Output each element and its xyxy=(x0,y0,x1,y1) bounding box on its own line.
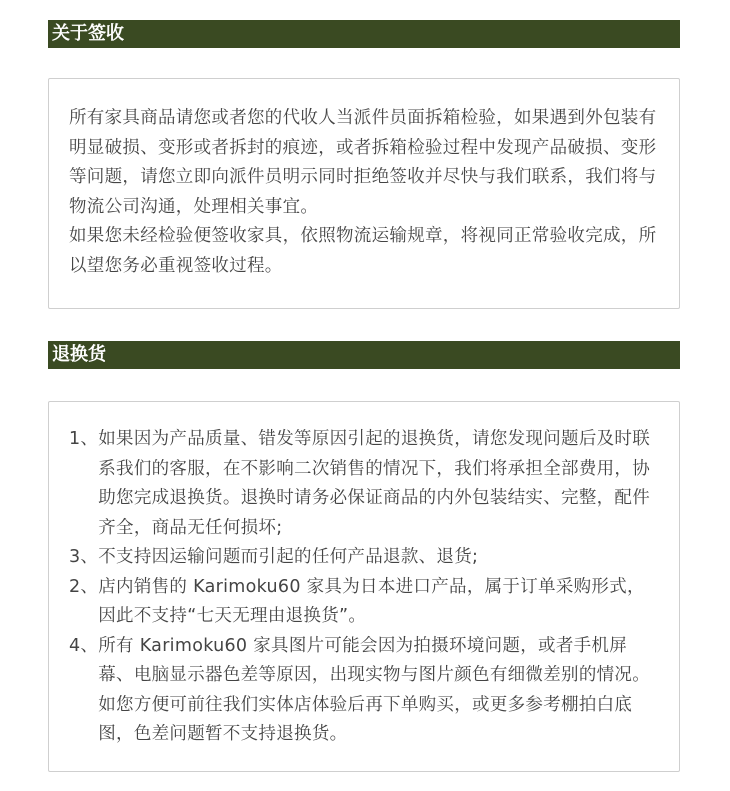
item-number: 1、 xyxy=(69,429,99,449)
item-number: 3、 xyxy=(69,547,99,567)
sign-section-box xyxy=(48,78,680,309)
item-text: 不支持因运输问题而引起的任何产品退款、退货; xyxy=(98,547,479,567)
return-policy-list xyxy=(69,425,659,750)
return-policy-item xyxy=(69,543,659,573)
return-policy-item xyxy=(69,425,659,543)
return-policy-item xyxy=(69,573,659,632)
sign-paragraph-2: 如果您未经检验便签收家具，依照物流运输规章，将视同正常验收完成，所以望您务必重视签收过程。 xyxy=(69,226,657,276)
return-section-box xyxy=(48,401,680,772)
item-text: 所有 Karimoku60 家具图片可能会因为拍摄环境问题，或者手机屏幕、电脑显示器色差等原因，出现实物与图片颜色有细微差别的情况。如您方便可前往我们实体店体验后再下单购买，或更多参考棚拍白底图，色差问题暂不支持退换货。 xyxy=(98,635,651,744)
sign-section-header xyxy=(48,20,680,48)
item-text: 如果因为产品质量、错发等原因引起的退换货，请您发现问题后及时联系我们的客服，在不影响二次销售的情况下，我们将承担全部费用，协助您完成退换货。退换时请务必保证商品的内外包装结实、完整，配件齐全，商品无任何损坏; xyxy=(98,429,651,538)
sign-paragraph-1: 所有家具商品请您或者您的代收人当派件员面拆箱检验，如果遇到外包装有明显破损、变形或者拆封的痕迹，或者拆箱检验过程中发现产品破损、变形等问题，请您立即向派件员明示同时拒绝签收并尽快与我们联系，我们将与物流公司沟通，处理相关事宜。 xyxy=(69,108,657,217)
return-section-header xyxy=(48,341,680,369)
item-text: 店内销售的 Karimoku60 家具为日本进口产品，属于订单采购形式，因此不支持“七天无理由退换货”。 xyxy=(98,576,645,626)
sign-section-title: 关于签收 xyxy=(52,23,124,44)
return-policy-item xyxy=(69,632,659,750)
return-section-title: 退换货 xyxy=(52,344,106,365)
item-number: 2、 xyxy=(69,576,99,597)
item-number: 4、 xyxy=(69,635,99,656)
